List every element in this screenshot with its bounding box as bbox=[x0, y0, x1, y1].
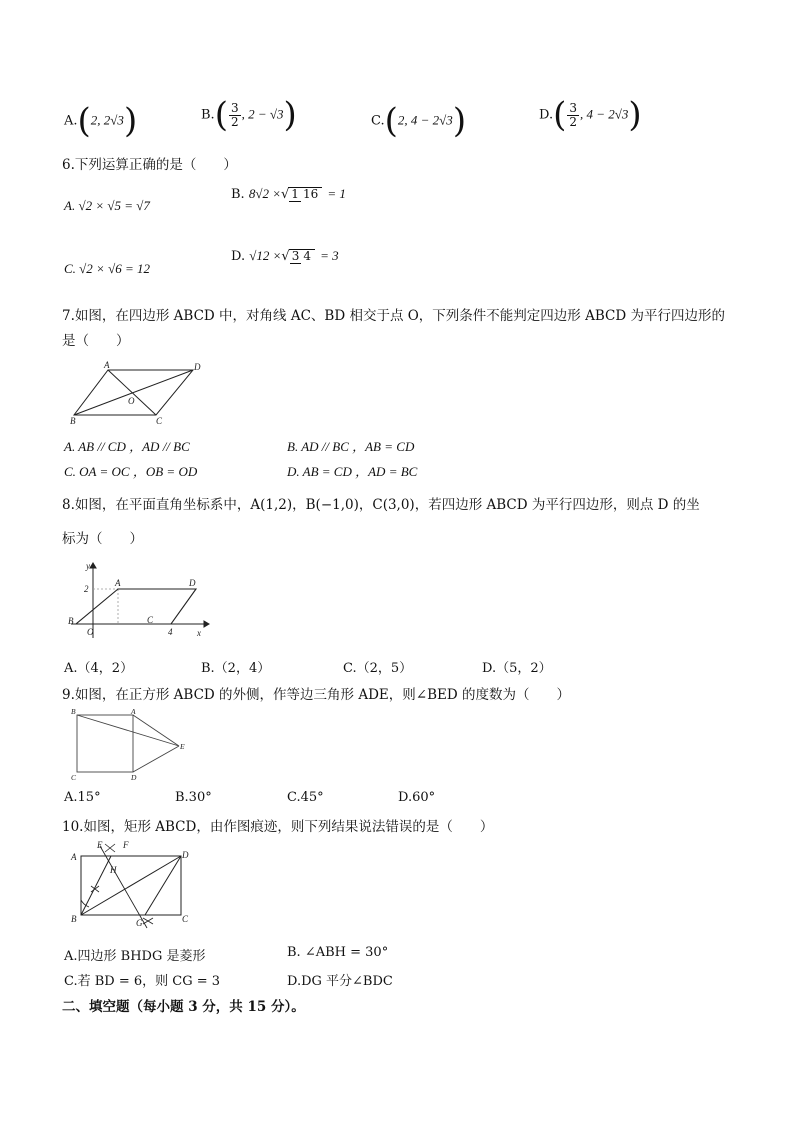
q7-label-d: D bbox=[194, 362, 201, 372]
q7-label-b: B bbox=[70, 416, 76, 426]
q7-stem-line2: 是（ ） bbox=[62, 333, 130, 349]
q6-option-c: C. √2 × √6 = 12 bbox=[64, 261, 150, 276]
q8-tick-4: 4 bbox=[168, 627, 173, 637]
q7-stem-line1: 7.如图，在四边形 ABCD 中，对角线 AC、BD 相交于点 O，下列条件不能判定四边形 ABCD 为平行四边形的 bbox=[62, 308, 725, 324]
q7-label-a: A bbox=[104, 360, 110, 370]
q8-figure bbox=[66, 560, 216, 642]
q10-label-e: E bbox=[97, 840, 103, 850]
q8-option-a: A.（4，2） bbox=[64, 661, 134, 676]
q7-option-d: D. AB = CD ，AD = BC bbox=[287, 464, 418, 479]
q10-option-b: B. ∠ABH = 30° bbox=[287, 945, 389, 960]
q9-label-b: B bbox=[71, 707, 76, 716]
q10-line-dg bbox=[145, 856, 181, 915]
q8-label-y: y bbox=[86, 561, 90, 571]
q8-parallelogram bbox=[76, 589, 196, 624]
q7-label-c: C bbox=[156, 416, 163, 426]
q9-label-a: A bbox=[131, 707, 136, 716]
q7-figure bbox=[68, 360, 208, 428]
q8-option-b: B.（2，4） bbox=[201, 661, 271, 676]
q9-label-e: E bbox=[180, 742, 185, 751]
q7-diagonal-bd bbox=[74, 370, 193, 415]
q9-option-c: C.45° bbox=[287, 790, 324, 805]
q8-stem-line1: 8.如图，在平面直角坐标系中，A(1,2)，B(−1,0)，C(3,0)，若四边形 ABCD 为平行四边形，则点 D 的坐 bbox=[62, 497, 700, 513]
q5-option-b: B.( $\frac{3}{2}$ , 2 − √3) bbox=[201, 95, 297, 135]
q6-option-b: B. 8√2 ×√ 1 16 = 1 bbox=[231, 186, 346, 202]
q8-label-b: B bbox=[68, 616, 74, 626]
q6-option-a: A. √2 × √5 = √7 bbox=[64, 198, 150, 213]
q7-option-a: A. AB // CD ，AD // BC bbox=[64, 439, 190, 454]
q5-option-d: D.( $\frac{3}{2}$ , 4 − 2√3) bbox=[539, 95, 642, 135]
q10-perp-bisector bbox=[100, 846, 147, 928]
q10-label-b: B bbox=[71, 914, 77, 924]
q8-y-arrow bbox=[90, 563, 96, 568]
q10-option-d: D.DG 平分∠BDC bbox=[287, 974, 393, 989]
q7-label-o: O bbox=[128, 396, 135, 406]
q9-option-a: A.15° bbox=[64, 790, 101, 805]
q5-option-a: A.(2, 2√3) bbox=[64, 101, 138, 141]
q9-label-c: C bbox=[71, 773, 77, 782]
section-2-heading: 二、填空题（每小题 3 分，共 15 分）。 bbox=[62, 999, 305, 1015]
q10-label-f: F bbox=[123, 840, 129, 850]
q10-label-d: D bbox=[182, 850, 189, 860]
q10-figure bbox=[68, 836, 198, 932]
q9-figure bbox=[68, 706, 198, 782]
q8-option-d: D.（5，2） bbox=[482, 661, 552, 676]
q7-diagonal-ac bbox=[108, 370, 156, 415]
q10-label-h: H bbox=[110, 865, 117, 875]
q7-option-c: C. OA = OC ，OB = OD bbox=[64, 464, 198, 479]
q8-option-c: C.（2，5） bbox=[343, 661, 413, 676]
q10-label-a: A bbox=[71, 852, 77, 862]
q8-label-a: A bbox=[115, 578, 121, 588]
q10-label-g: G bbox=[136, 918, 143, 928]
q10-label-c: C bbox=[182, 914, 189, 924]
q9-stem: 9.如图，在正方形 ABCD 的外侧，作等边三角形 ADE，则∠BED 的度数为（ ） bbox=[62, 687, 570, 703]
q8-label-c: C bbox=[147, 615, 154, 625]
q8-stem-line2: 标为（ ） bbox=[62, 531, 143, 547]
q6-stem: 6.下列运算正确的是（ ） bbox=[62, 157, 237, 173]
q10-stem: 10.如图，矩形 ABCD，由作图痕迹，则下列结果说法错误的是（ ） bbox=[62, 819, 494, 835]
q8-tick-2: 2 bbox=[84, 584, 89, 594]
q8-label-o: O bbox=[87, 627, 94, 637]
q10-option-a: A.四边形 BHDG 是菱形 bbox=[64, 949, 206, 964]
q8-x-arrow bbox=[204, 621, 209, 627]
q5-option-c: C.(2, 4 − 2√3) bbox=[371, 101, 467, 141]
q7-option-b: B. AD // BC ，AB = CD bbox=[287, 439, 415, 454]
q9-option-d: D.60° bbox=[398, 790, 436, 805]
q8-label-d: D bbox=[189, 578, 196, 588]
q8-label-x: x bbox=[197, 628, 201, 638]
q6-option-d: D. √12 ×√ 3 4 = 3 bbox=[231, 248, 339, 264]
q10-option-c: C.若 BD = 6，则 CG = 3 bbox=[64, 974, 221, 989]
q9-option-b: B.30° bbox=[175, 790, 212, 805]
q9-label-d: D bbox=[131, 773, 137, 782]
